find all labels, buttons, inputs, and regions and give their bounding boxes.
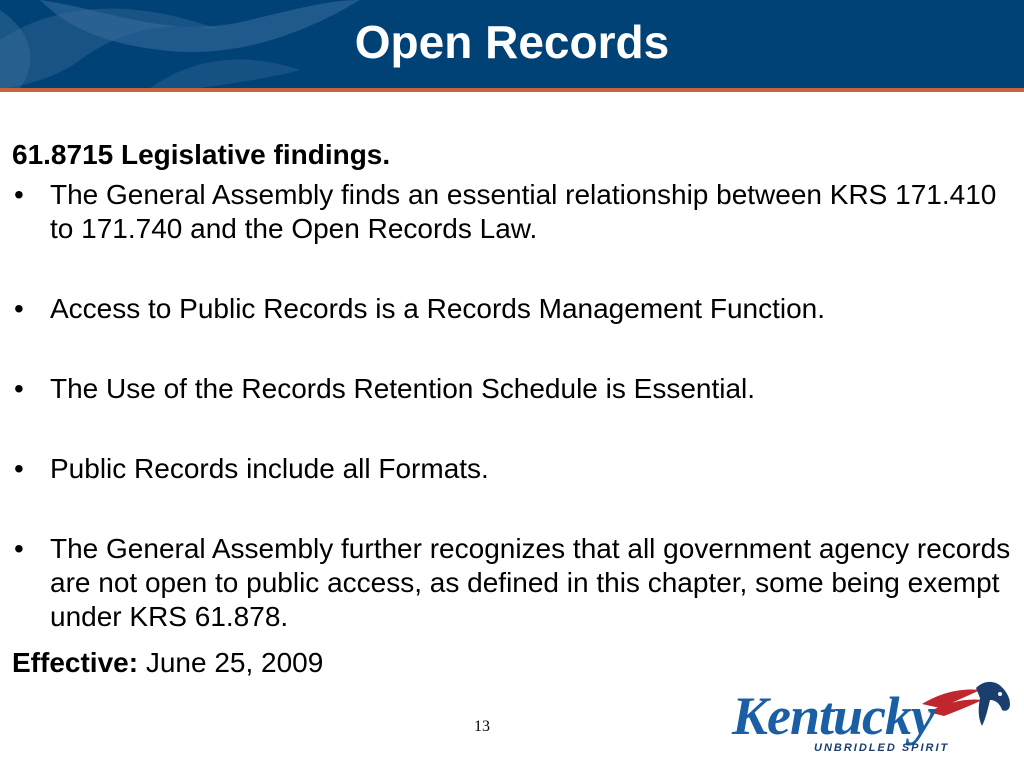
logo-tagline: UNBRIDLED SPIRIT [814, 742, 950, 754]
bullet-item [12, 372, 1012, 406]
bullet-text: The General Assembly further recognizes that all government agency records are not open to public access, as defined in this chapter, some being exempt under KRS 61.878. [50, 533, 1011, 632]
bullet-text: Public Records include all Formats. [50, 453, 489, 484]
bullet-dot: • [14, 293, 24, 324]
bullet-item [12, 452, 1012, 486]
bullet-text: The Use of the Records Retention Schedule is Essential. [50, 373, 756, 404]
section-heading: 61.8715 Legislative findings. [12, 139, 391, 170]
page-number: 13 [474, 718, 490, 735]
bullet-item [12, 178, 1012, 246]
effective-label: Effective: [12, 647, 139, 678]
bullet-dot: • [14, 453, 24, 484]
bullet-dot: • [14, 533, 24, 564]
effective-value: June 25, 2009 [138, 647, 324, 678]
bullet-dot: • [14, 373, 24, 404]
bullet-text: The General Assembly finds an essential relationship between KRS 171.410 to 171.740 and the Open Records Law. [50, 179, 997, 244]
bullet-text: Access to Public Records is a Records Management Function. [50, 293, 826, 324]
logo-wordmark: Kentucky [732, 686, 934, 746]
bullet-item [12, 532, 1012, 634]
slide-title: Open Records [354, 16, 670, 68]
bullet-list [12, 178, 1012, 634]
title-divider [0, 88, 1024, 92]
bullet-dot: • [14, 179, 24, 210]
title-bar [0, 0, 1024, 88]
effective-date [12, 646, 323, 680]
kentucky-logo [722, 674, 1014, 762]
bullet-item [12, 292, 1012, 326]
